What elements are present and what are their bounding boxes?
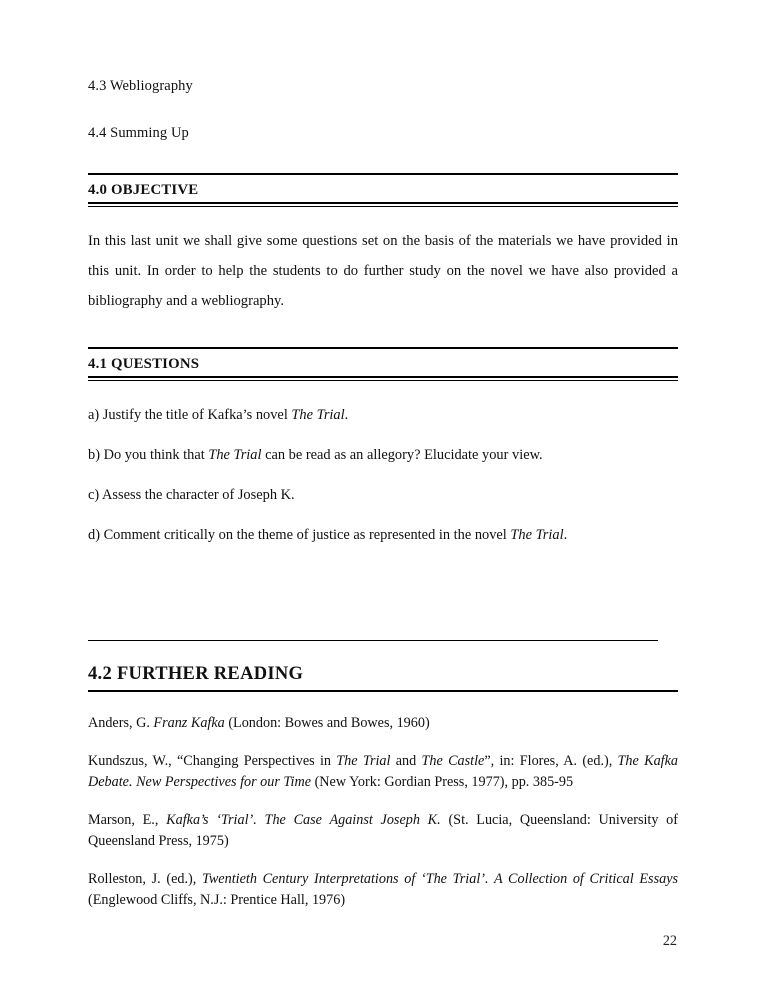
bib-text: Marson, E., — [88, 812, 167, 829]
toc-item-summing-up: 4.4 Summing Up — [88, 125, 189, 142]
bibliography-entry — [88, 869, 678, 911]
section-heading-questions-text: 4.1 QUESTIONS — [88, 355, 200, 372]
question-text: a) Justify the title of Kafka’s novel — [88, 407, 292, 424]
bib-text: ”, in: Flores, A. (ed.), — [484, 753, 618, 770]
heading-rule-thick — [88, 376, 678, 378]
heading-rule-thick — [88, 690, 678, 692]
bib-title-italic: The Castle — [421, 753, 485, 770]
bib-text: (St. Lucia, Queensland: University of Queensland Press, 1975) — [88, 812, 679, 850]
question-text-suffix: can be read as an allegory? Elucidate your view. — [261, 447, 543, 464]
question-item — [88, 405, 678, 426]
section-heading-further-reading — [88, 661, 678, 691]
page-number: 22 — [662, 933, 677, 949]
bib-title-italic: Twentieth Century Interpretations of ‘The Trial’. A Collection of Critical Essays — [202, 871, 679, 888]
question-text-suffix: . — [563, 527, 568, 544]
question-item — [88, 485, 678, 506]
question-text: d) Comment critically on the theme of justice as represented in the novel — [88, 527, 511, 544]
bibliography-entry — [88, 810, 678, 852]
heading-rule-thick — [88, 202, 678, 204]
section-heading-objective-text: 4.0 OBJECTIVE — [88, 181, 199, 198]
heading-rule-thin — [88, 380, 678, 381]
question-text: b) Do you think that — [88, 447, 209, 464]
bib-text: (Englewood Cliffs, N.J.: Prentice Hall, 1976) — [88, 892, 346, 909]
question-text-suffix: . — [344, 407, 349, 424]
objective-paragraph: In this last unit we shall give some questions set on the basis of the materials we have provided in this unit. In order to help the students to do further study on the novel we have also provided a bibliography and a webliography. — [88, 233, 678, 310]
bibliography-entry — [88, 751, 678, 793]
page-content — [88, 0, 678, 925]
bib-text: Kundszus, W., “Changing Perspectives in — [88, 753, 337, 770]
question-title-italic: The Trial — [291, 407, 345, 424]
question-title-italic: The Trial — [510, 527, 564, 544]
bib-text: (New York: Gordian Press, 1977), pp. 385-95 — [311, 774, 574, 791]
question-item — [88, 525, 678, 546]
bib-title-italic: The Kafka Debate. New Perspectives for our Time — [88, 753, 679, 791]
bib-text: (London: Bowes and Bowes, 1960) — [224, 715, 430, 732]
question-title-italic: The Trial — [208, 447, 262, 464]
bib-text: Anders, G. — [88, 715, 154, 732]
section-heading-questions — [88, 347, 678, 378]
bib-title-italic: The Trial — [336, 753, 391, 770]
bib-text: and — [390, 753, 422, 770]
question-item — [88, 445, 678, 466]
bib-title-italic: Kafka’s ‘Trial’. The Case Against Joseph K. — [166, 812, 441, 829]
bib-text: Rolleston, J. (ed.), — [88, 871, 202, 888]
toc-item-webliography: 4.3 Webliography — [88, 78, 193, 94]
bibliography-entry — [88, 713, 678, 734]
question-text: c) Assess the character of Joseph K. — [88, 487, 295, 504]
section-heading-further-reading-text: 4.2 FURTHER READING — [88, 663, 304, 684]
section-heading-objective — [88, 173, 678, 204]
bib-title-italic: Franz Kafka — [153, 715, 225, 732]
section-separator-rule — [88, 640, 658, 641]
heading-rule-thin — [88, 206, 678, 207]
